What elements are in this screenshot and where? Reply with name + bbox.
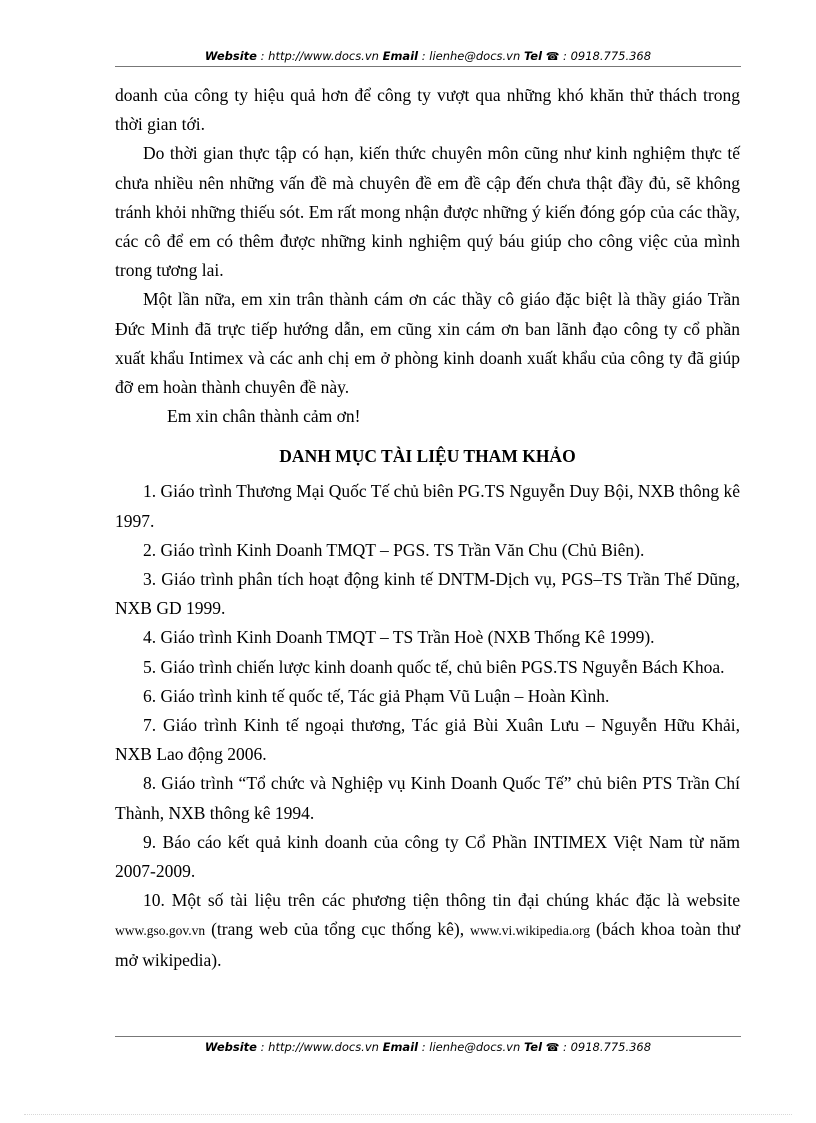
- footer-tel-label: Tel: [523, 1040, 543, 1054]
- ref10-tail: (bách khoa toàn thư mở wikipedia).: [115, 919, 740, 970]
- header-tel-value: : 0918.775.368: [559, 49, 652, 63]
- footer-email-label: Email: [382, 1040, 419, 1054]
- references-title: DANH MỤC TÀI LIỆU THAM KHẢO: [279, 446, 576, 467]
- reference-item: 1. Giáo trình Thương Mại Quốc Tế chủ biên PG.TS Nguyễn Duy Bội, NXB thông kê 1997.: [115, 481, 740, 531]
- references-list: [115, 477, 740, 974]
- reference-item: 2. Giáo trình Kinh Doanh TMQT – PGS. TS Trần Văn Chu (Chủ Biên).: [143, 539, 645, 560]
- body-paragraph-3: Một lần nữa, em xin trân thành cám ơn các thầy cô giáo đặc biệt là thầy giáo Trần Đức Minh đã trực tiếp hướng dẫn, em cũng xin cám ơn ban lãnh đạo công ty cổ phần xuất khẩu Intimex và các anh chị em ở phòng kinh doanh xuất khẩu của công ty đã giúp đỡ em hoàn thành chuyên đề này.: [115, 289, 740, 398]
- body-paragraph-1: doanh của công ty hiệu quả hơn để công ty vượt qua những khó khăn thử thách trong thời gian tới.: [115, 85, 740, 135]
- thanks-line: Em xin chân thành cảm ơn!: [167, 406, 361, 427]
- header-website-value: : http://www.docs.vn: [256, 49, 383, 63]
- reference-item: 4. Giáo trình Kinh Doanh TMQT – TS Trần Hoè (NXB Thống Kê 1999).: [143, 627, 655, 648]
- ref10-lead: 10. Một số tài liệu trên các phương tiện thông tin đại chúng khác đặc là website: [143, 890, 740, 911]
- reference-item-10: [115, 886, 740, 975]
- ref10-mid: (trang web của tổng cục thống kê),: [205, 919, 471, 940]
- footer-website-label: Website: [204, 1040, 257, 1054]
- footer-email-value: : lienhe@docs.vn: [418, 1040, 524, 1054]
- reference-item: 5. Giáo trình chiến lược kinh doanh quốc tế, chủ biên PGS.TS Nguyễn Bách Khoa.: [143, 656, 725, 677]
- reference-item: 9. Báo cáo kết quả kinh doanh của công ty Cổ Phần INTIMEX Việt Nam từ năm 2007-2009.: [115, 831, 740, 882]
- footer-website-value: : http://www.docs.vn: [256, 1040, 383, 1054]
- phone-icon: ☎: [545, 50, 560, 63]
- reference-item: 3. Giáo trình phân tích hoạt động kinh tế DNTM-Dịch vụ, PGS–TS Trần Thế Dũng, NXB GD 1999.: [115, 569, 740, 619]
- page-bottom-divider: [24, 1114, 792, 1115]
- footer-tel-value: : 0918.775.368: [559, 1040, 652, 1054]
- header-email-label: Email: [382, 49, 419, 63]
- reference-item: 7. Giáo trình Kinh tế ngoại thương, Tác giả Bùi Xuân Lưu – Nguyễn Hữu Khải, NXB Lao động 2006.: [115, 715, 740, 765]
- phone-icon: ☎: [545, 1041, 560, 1054]
- reference-item: 8. Giáo trình “Tổ chức và Nghiệp vụ Kinh Doanh Quốc Tế” chủ biên PTS Trần Chí Thành, NXB thông kê 1994.: [115, 773, 740, 823]
- header-website-label: Website: [204, 49, 257, 63]
- page-footer: [115, 1036, 741, 1057]
- reference-item: 6. Giáo trình kinh tế quốc tế, Tác giả Phạm Vũ Luận – Hoàn Kình.: [143, 685, 610, 706]
- page-content: [115, 81, 740, 975]
- ref10-url-wikipedia: www.vi.wikipedia.org: [470, 923, 591, 939]
- header-email-value: : lienhe@docs.vn: [418, 49, 524, 63]
- ref10-url-gso: www.gso.gov.vn: [115, 923, 206, 939]
- page-header: [115, 48, 741, 67]
- header-tel-label: Tel: [523, 49, 543, 63]
- body-paragraph-2: Do thời gian thực tập có hạn, kiến thức chuyên môn cũng như kinh nghiệm thực tế chưa nhiều nên những vấn đề mà chuyên đề em đề cập đến chưa thật đầy đủ, sẽ không tránh khỏi những thiếu sót. Em rất mong nhận được những ý kiến đóng góp của các thầy, các cô để em có thêm được những kinh nghiệm quý báu giúp cho công việc của mình trong tương lai.: [115, 143, 740, 281]
